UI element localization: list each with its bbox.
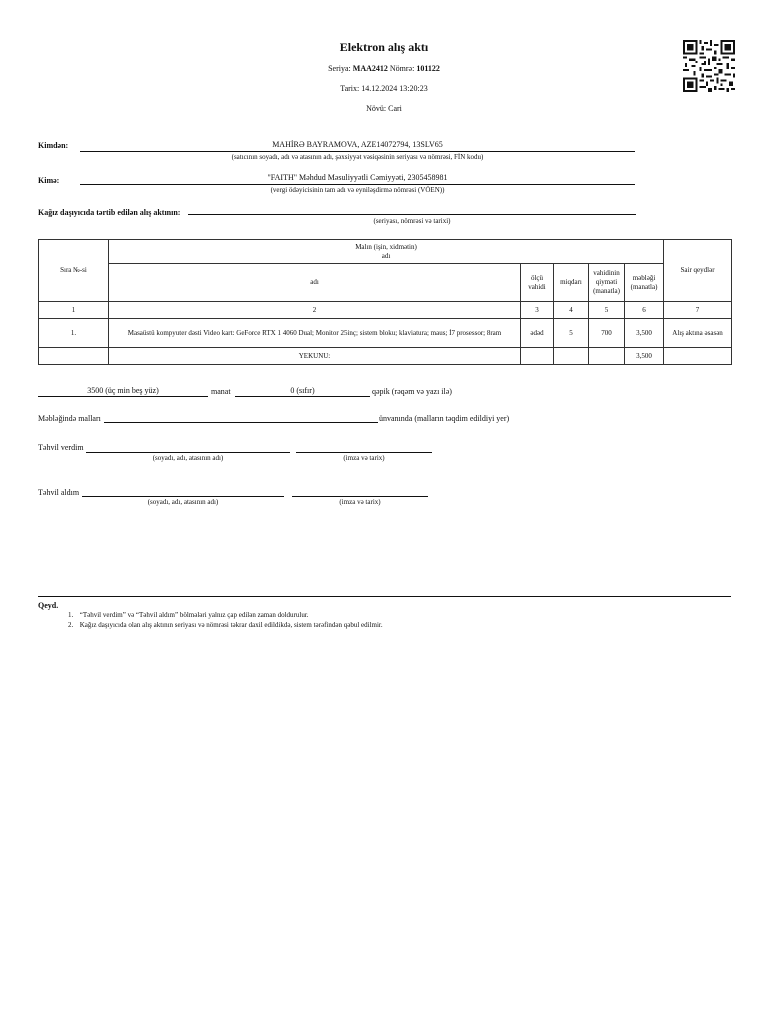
seriya-value: MAA2412 bbox=[352, 64, 388, 73]
table-row bbox=[39, 319, 732, 348]
header-olcu: ölçü vahidi bbox=[521, 264, 554, 302]
header-mebleg: məbləği (manatla) bbox=[625, 264, 664, 302]
note-item bbox=[68, 610, 718, 620]
header-sair: Sair qeydlər bbox=[664, 240, 732, 302]
note-item bbox=[68, 620, 718, 630]
series-line bbox=[0, 64, 768, 73]
goods-table bbox=[38, 239, 732, 365]
aldim-name-hint: (soyadı, adı, atasının adı) bbox=[147, 498, 219, 506]
row-olcu: ədəd bbox=[521, 319, 554, 348]
seriya-label: Seriya: bbox=[328, 64, 351, 73]
kime-underline bbox=[80, 184, 635, 185]
date-line bbox=[0, 84, 768, 93]
manat-words: 3500 (üç min beş yüz) bbox=[87, 386, 159, 395]
tehvil-verdim-label: Təhvil verdim bbox=[38, 443, 84, 452]
paper-act-label: Kağız daşıyıcıda tərtib edilən alış aktının: bbox=[38, 208, 181, 217]
total-label: YEKUNU: bbox=[109, 348, 521, 365]
notes-list bbox=[68, 610, 718, 630]
row-adi: Masaüstü kompyuter dəsti Video kart: GeForce RTX 1 4060 Dual; Monitor 25inç; sistem bloku; klaviatura; maus; İ7 prosessor; 8ram bbox=[109, 319, 521, 348]
verdim-sign-hint: (imza və tarix) bbox=[343, 454, 385, 462]
aldim-sign-hint: (imza və tarix) bbox=[339, 498, 381, 506]
qepik-label: qəpik (rəqəm və yazı ilə) bbox=[372, 387, 452, 396]
kimden-hint: (satıcının soyadı, adı və atasının adı, şəxsiyyət vəsiqəsinin seriyası və nömrəsi, FİN kodu) bbox=[231, 153, 484, 161]
kimden-value: MAHİRƏ BAYRAMOVA, AZE14072794, 13SLV65 bbox=[272, 140, 443, 149]
header-adi: adı bbox=[109, 264, 521, 302]
header-mal-group-sub: adı bbox=[381, 251, 391, 260]
row-miqdari: 5 bbox=[554, 319, 589, 348]
total-value: 3,500 bbox=[625, 348, 664, 365]
total-empty-cell bbox=[664, 348, 732, 365]
row-sair: Alış aktına əsasən bbox=[664, 319, 732, 348]
novu-value: Cari bbox=[388, 104, 402, 113]
header-sira: Sıra №-si bbox=[39, 240, 109, 302]
notes-title: Qeyd. bbox=[38, 601, 59, 610]
row-vahid-qiymet: 700 bbox=[589, 319, 625, 348]
col-number: 2 bbox=[109, 302, 521, 319]
manat-label: manat bbox=[211, 387, 231, 396]
nomre-value: 101122 bbox=[416, 64, 440, 73]
column-number-row bbox=[39, 302, 732, 319]
tarix-label: Tarix: bbox=[340, 84, 360, 93]
kimden-underline bbox=[80, 151, 635, 152]
notes-divider bbox=[38, 596, 731, 597]
col-number: 7 bbox=[664, 302, 732, 319]
tehvil-aldim-label: Təhvil aldım bbox=[38, 488, 80, 497]
verdim-sign-underline bbox=[296, 452, 432, 453]
aldim-sign-underline bbox=[292, 496, 428, 497]
paper-act-hint: (seriyası, nömrəsi və tarixi) bbox=[373, 217, 451, 225]
kime-hint: (vergi ödəyicisinin tam adı və eyniləşdirmə nömrəsi (VÖEN)) bbox=[270, 186, 445, 194]
total-empty-cell bbox=[554, 348, 589, 365]
verdim-name-underline bbox=[86, 452, 290, 453]
nomre-label: Nömrə: bbox=[389, 64, 415, 73]
col-number: 4 bbox=[554, 302, 589, 319]
delivery-label: Məbləğində malları bbox=[38, 414, 101, 423]
header-vahid-qiymet: vahidinin qiyməti (manatla) bbox=[589, 264, 625, 302]
note-number: 1. bbox=[68, 611, 74, 619]
tarix-value: 14.12.2024 13:20:23 bbox=[361, 84, 428, 93]
paper-act-underline bbox=[188, 214, 636, 215]
aldim-name-underline bbox=[82, 496, 284, 497]
kimden-label: Kimdən: bbox=[38, 141, 69, 150]
document-title: Elektron alış aktı bbox=[339, 40, 429, 54]
kime-label: Kimə: bbox=[38, 176, 60, 185]
col-number: 6 bbox=[625, 302, 664, 319]
delivery-suffix: ünvanında (malların təqdim edildiyi yer) bbox=[379, 414, 510, 423]
total-row bbox=[39, 348, 732, 365]
total-empty-cell bbox=[521, 348, 554, 365]
qepik-underline bbox=[235, 396, 370, 397]
header-mal-group-title: Malın (işin, xidmətin) bbox=[355, 242, 417, 251]
note-text: Kağız daşıyıcıda olan alış aktının seriyası və nömrəsi təkrar daxil edildikdə, sistem tərəfindən qəbul edilmir. bbox=[79, 621, 383, 629]
note-number: 2. bbox=[68, 621, 74, 629]
note-text: “Təhvil verdim” və “Təhvil aldım” bölmələri yalnız çap edilən zaman doldurulur. bbox=[79, 611, 309, 619]
qepik-words: 0 (sıfır) bbox=[290, 386, 315, 395]
row-mebleg: 3,500 bbox=[625, 319, 664, 348]
verdim-name-hint: (soyadı, adı, atasının adı) bbox=[152, 454, 224, 462]
manat-underline bbox=[38, 396, 208, 397]
total-empty-cell bbox=[589, 348, 625, 365]
col-number: 1 bbox=[39, 302, 109, 319]
delivery-underline bbox=[104, 422, 378, 423]
col-number: 3 bbox=[521, 302, 554, 319]
header-miqdari: miqdarı bbox=[554, 264, 589, 302]
qr-code-icon bbox=[683, 40, 735, 92]
total-empty-cell bbox=[39, 348, 109, 365]
col-number: 5 bbox=[589, 302, 625, 319]
novu-label: Növü: bbox=[366, 104, 387, 113]
row-sira: 1. bbox=[39, 319, 109, 348]
kime-value: "FAITH" Məhdud Məsuliyyətli Cəmiyyəti, 2305458981 bbox=[267, 173, 448, 182]
type-line bbox=[0, 104, 768, 113]
header-mal-group bbox=[109, 240, 664, 264]
